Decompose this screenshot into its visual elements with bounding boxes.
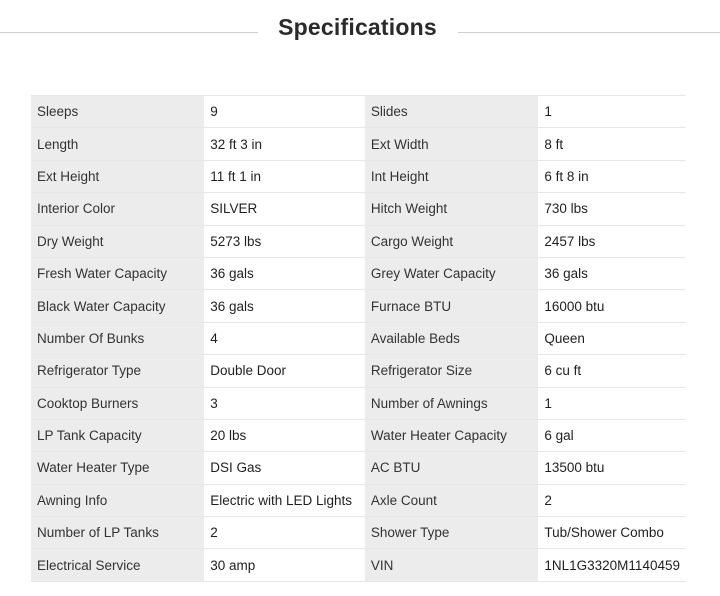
spec-label: Water Heater Capacity [365, 419, 539, 451]
spec-value: 36 gals [204, 290, 365, 322]
spec-label: VIN [365, 549, 539, 581]
spec-value: 32 ft 3 in [204, 128, 365, 160]
table-row [31, 355, 686, 387]
spec-label: LP Tank Capacity [31, 419, 204, 451]
spec-value: 5273 lbs [204, 225, 365, 257]
spec-label: Cargo Weight [365, 225, 539, 257]
spec-value: DSI Gas [204, 452, 365, 484]
specifications-table-body [31, 96, 686, 582]
spec-value: 730 lbs [538, 193, 686, 225]
spec-label: Refrigerator Size [365, 355, 539, 387]
table-row [31, 225, 686, 257]
spec-value: 6 gal [538, 419, 686, 451]
spec-label: Shower Type [365, 517, 539, 549]
specifications-header [0, 0, 720, 72]
spec-value: 1NL1G3320M1140459 [538, 549, 686, 581]
spec-value: SILVER [204, 193, 365, 225]
spec-value: 4 [204, 322, 365, 354]
spec-label: Hitch Weight [365, 193, 539, 225]
spec-value: 6 ft 8 in [538, 160, 686, 192]
spec-label: Black Water Capacity [31, 290, 204, 322]
spec-value: 2457 lbs [538, 225, 686, 257]
spec-value: 6 cu ft [538, 355, 686, 387]
spec-label: Electrical Service [31, 549, 204, 581]
spec-value: 16000 btu [538, 290, 686, 322]
title-divider-right [458, 32, 720, 33]
spec-value: 8 ft [538, 128, 686, 160]
table-row [31, 419, 686, 451]
table-row [31, 128, 686, 160]
table-row [31, 160, 686, 192]
spec-value: 1 [538, 96, 686, 128]
table-row [31, 452, 686, 484]
spec-value: Tub/Shower Combo [538, 517, 686, 549]
table-row [31, 517, 686, 549]
spec-value: 3 [204, 387, 365, 419]
spec-label: Available Beds [365, 322, 539, 354]
spec-value: Double Door [204, 355, 365, 387]
spec-value: 9 [204, 96, 365, 128]
spec-label: AC BTU [365, 452, 539, 484]
table-row [31, 290, 686, 322]
spec-label: Fresh Water Capacity [31, 257, 204, 289]
table-row [31, 387, 686, 419]
table-row [31, 193, 686, 225]
table-row [31, 484, 686, 516]
specifications-table [31, 95, 686, 582]
spec-label: Ext Height [31, 160, 204, 192]
table-row [31, 96, 686, 128]
spec-label: Dry Weight [31, 225, 204, 257]
spec-label: Length [31, 128, 204, 160]
spec-label: Awning Info [31, 484, 204, 516]
spec-value: 1 [538, 387, 686, 419]
table-row [31, 257, 686, 289]
spec-value: 2 [538, 484, 686, 516]
spec-label: Interior Color [31, 193, 204, 225]
spec-label: Furnace BTU [365, 290, 539, 322]
spec-label: Number of LP Tanks [31, 517, 204, 549]
spec-label: Ext Width [365, 128, 539, 160]
spec-label: Refrigerator Type [31, 355, 204, 387]
spec-label: Number of Awnings [365, 387, 539, 419]
spec-value: 13500 btu [538, 452, 686, 484]
spec-value: 36 gals [204, 257, 365, 289]
spec-value: 30 amp [204, 549, 365, 581]
spec-label: Axle Count [365, 484, 539, 516]
spec-label: Grey Water Capacity [365, 257, 539, 289]
spec-value: Electric with LED Lights [204, 484, 365, 516]
spec-label: Slides [365, 96, 539, 128]
spec-value: Queen [538, 322, 686, 354]
table-row [31, 549, 686, 581]
spec-value: 2 [204, 517, 365, 549]
spec-label: Water Heater Type [31, 452, 204, 484]
spec-label: Cooktop Burners [31, 387, 204, 419]
table-row [31, 322, 686, 354]
spec-label: Sleeps [31, 96, 204, 128]
spec-value: 20 lbs [204, 419, 365, 451]
spec-label: Number Of Bunks [31, 322, 204, 354]
page-title: Specifications [278, 14, 437, 40]
spec-value: 11 ft 1 in [204, 160, 365, 192]
spec-value: 36 gals [538, 257, 686, 289]
spec-label: Int Height [365, 160, 539, 192]
